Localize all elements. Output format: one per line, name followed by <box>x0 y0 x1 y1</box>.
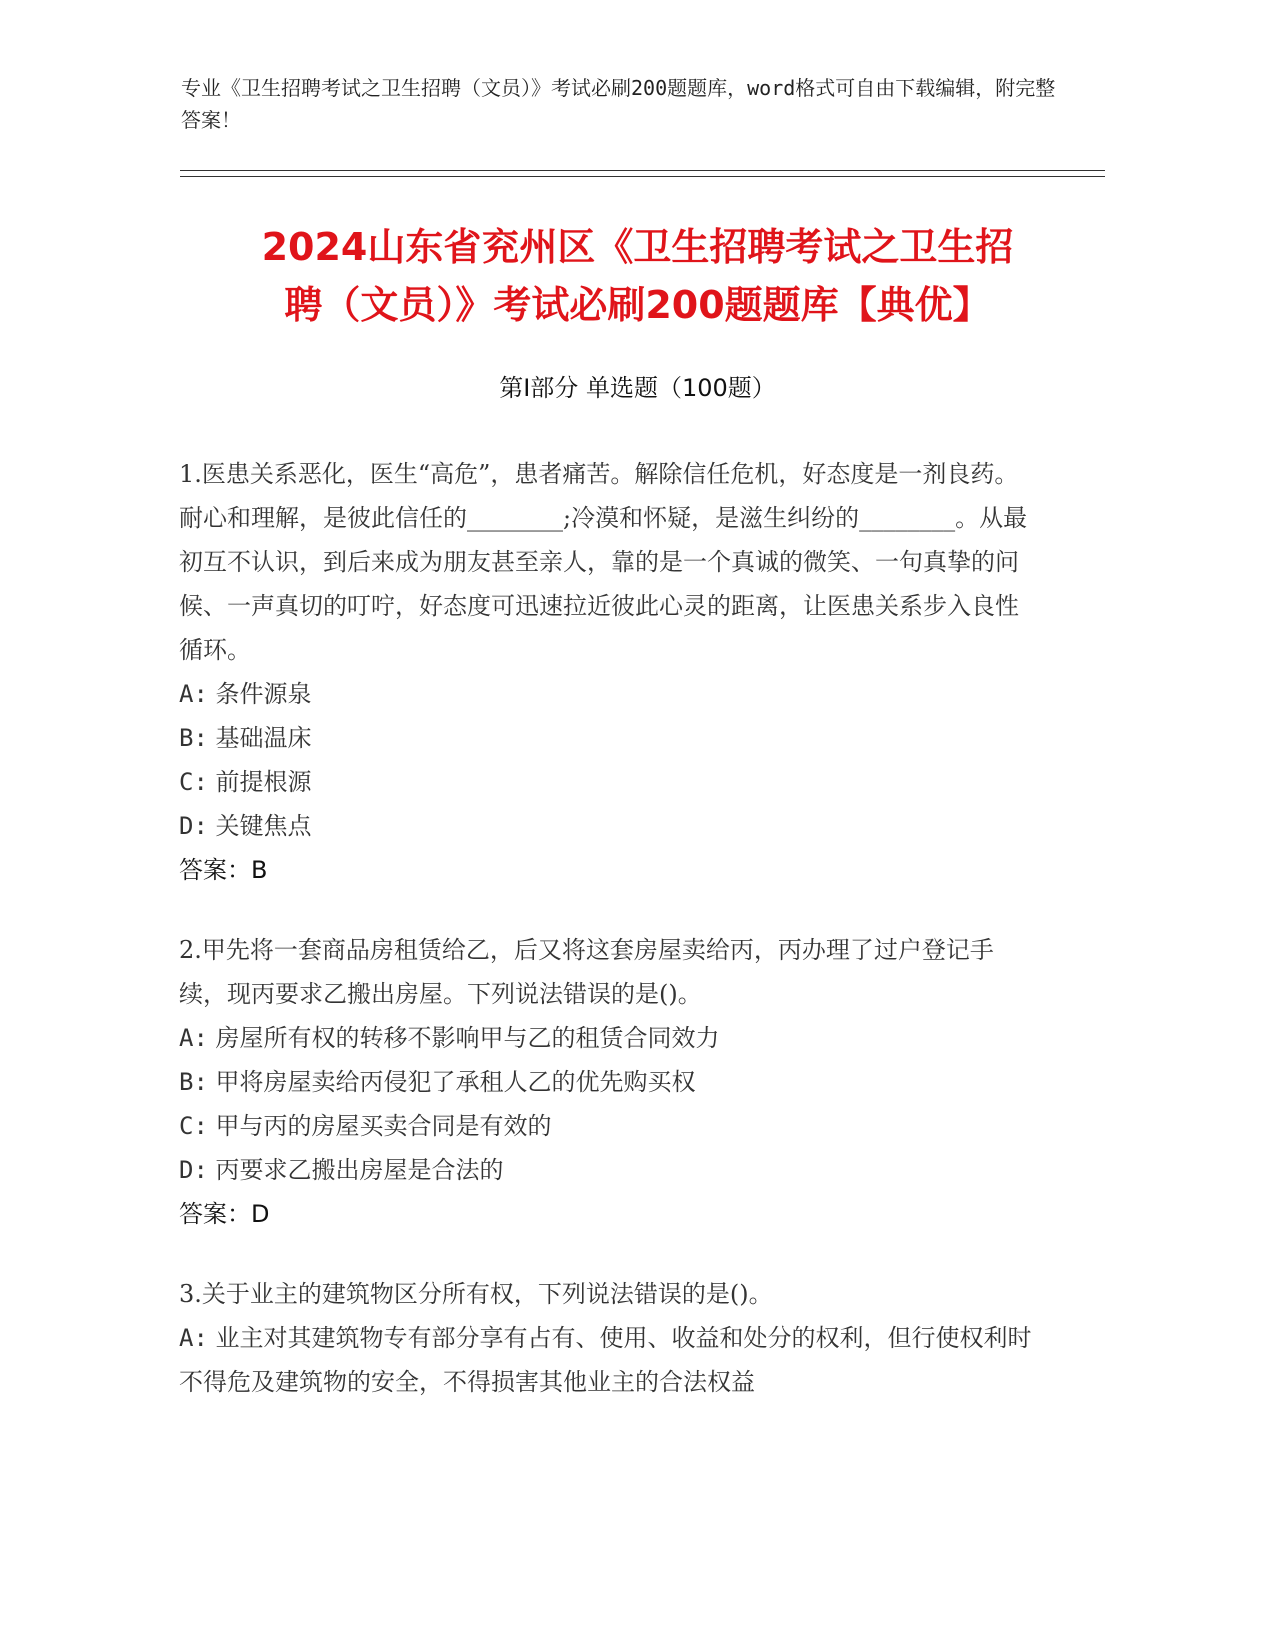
option-text: 房屋所有权的转移不影响甲与乙的租赁合同效力 <box>215 1024 720 1052</box>
option-a <box>179 1016 1039 1060</box>
header-divider-thick <box>180 170 1105 171</box>
option-letter: D: <box>179 1156 208 1184</box>
option-text: 甲与丙的房屋买卖合同是有效的 <box>215 1112 552 1140</box>
option-letter: C: <box>179 768 208 796</box>
section-title: 第Ⅰ部分 单选题（100题） <box>499 374 776 402</box>
document-title <box>160 218 1115 334</box>
option-text: 甲将房屋卖给丙侵犯了承租人乙的优先购买权 <box>215 1068 696 1096</box>
option-letter: A: <box>179 1024 208 1052</box>
question-2 <box>179 928 1039 1236</box>
answer-label: 答案：D <box>179 1200 270 1228</box>
option-b <box>179 716 1039 760</box>
option-letter: B: <box>179 1068 208 1096</box>
option-c <box>179 760 1039 804</box>
answer-label: 答案：B <box>179 856 268 884</box>
question-3 <box>179 1272 1039 1404</box>
intro-text: 专业《卫生招聘考试之卫生招聘（文员）》考试必刷200题题库，word格式可自由下载编辑，附完整答案！ <box>181 76 1056 132</box>
document-title-line-1: 2024山东省兖州区《卫生招聘考试之卫生招 <box>261 225 1014 269</box>
option-letter: A: <box>179 680 208 708</box>
option-letter: D: <box>179 812 208 840</box>
option-text: 业主对其建筑物专有部分享有占有、使用、收益和处分的权利，但行使权利时不得危及建筑物的安全，不得损害其他业主的合法权益 <box>179 1324 1032 1396</box>
option-c <box>179 1104 1039 1148</box>
option-a <box>179 672 1039 716</box>
option-d <box>179 1148 1039 1192</box>
option-letter: B: <box>179 724 208 752</box>
question-list <box>179 452 1039 1440</box>
option-letter: C: <box>179 1112 208 1140</box>
option-text: 丙要求乙搬出房屋是合法的 <box>215 1156 504 1184</box>
option-letter: A: <box>179 1324 208 1352</box>
document-title-line-2: 聘（文员）》考试必刷200题题库【典优】 <box>284 283 991 327</box>
question-stem: 3.关于业主的建筑物区分所有权，下列说法错误的是()。 <box>179 1280 773 1308</box>
option-text: 条件源泉 <box>215 680 312 708</box>
option-text: 关键焦点 <box>215 812 312 840</box>
option-b <box>179 1060 1039 1104</box>
option-text: 前提根源 <box>215 768 312 796</box>
question-stem: 1.医患关系恶化，医生“高危”，患者痛苦。解除信任危机，好态度是一剂良药。耐心和理解，是彼此信任的________;冷漠和怀疑，是滋生纠纷的________。从最初互不认识，到后来成为朋友甚至亲人，靠的是一个真诚的微笑、一句真挚的问候、一声真切的叮咛，好态度可迅速拉近彼此心灵的距离，让医患关系步入良性循环。 <box>179 460 1028 664</box>
option-d <box>179 804 1039 848</box>
question-stem: 2.甲先将一套商品房租赁给乙，后又将这套房屋卖给丙，丙办理了过户登记手续，现丙要求乙搬出房屋。下列说法错误的是()。 <box>179 936 994 1008</box>
header-divider-thin <box>180 176 1105 177</box>
option-a <box>179 1316 1039 1404</box>
option-text: 基础温床 <box>215 724 312 752</box>
question-1 <box>179 452 1039 892</box>
